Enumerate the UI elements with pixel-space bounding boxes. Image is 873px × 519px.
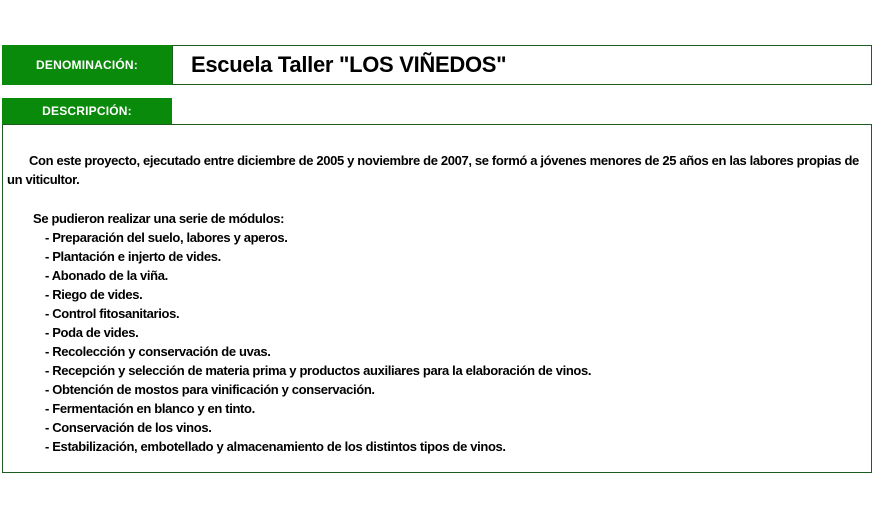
- intro-paragraph: [7, 151, 867, 189]
- intro-text-start: Con este proyecto, ejecutado entre: [29, 153, 238, 168]
- list-item: - Poda de vides.: [45, 325, 139, 340]
- list-item: - Plantación e injerto de vides.: [45, 249, 221, 264]
- descripcion-label: DESCRIPCIÓN:: [2, 98, 172, 124]
- list-item: - Estabilización, embotellado y almacenamiento de los distintos tipos de vinos.: [45, 439, 506, 454]
- denominacion-value: Escuela Taller "LOS VIÑEDOS": [172, 45, 872, 85]
- list-item: - Riego de vides.: [45, 287, 143, 302]
- list-item: - Recolección y conservación de uvas.: [45, 344, 271, 359]
- module-list: [45, 228, 591, 456]
- denominacion-label: DENOMINACIÓN:: [2, 45, 172, 85]
- list-item: - Fermentación en blanco y en tinto.: [45, 401, 255, 416]
- list-item: - Conservación de los vinos.: [45, 420, 212, 435]
- list-item: - Control fitosanitarios.: [45, 306, 180, 321]
- descripcion-box: [2, 124, 872, 473]
- list-item: - Preparación del suelo, labores y aperos.: [45, 230, 288, 245]
- modules-title: Se pudieron realizar una serie de módulos:: [33, 211, 285, 226]
- intro-dates: diciembre de 2005 y noviembre de 2007: [237, 153, 469, 168]
- intro-text-end: , se formó a jóvenes menores de 25 años en las labores propias de un viticultor.: [7, 153, 859, 187]
- list-item: - Recepción y selección de materia prima y productos auxiliares para la elaboración de vinos.: [45, 363, 592, 378]
- list-item: - Obtención de mostos para vinificación y conservación.: [45, 382, 375, 397]
- list-item: - Abonado de la viña.: [45, 268, 168, 283]
